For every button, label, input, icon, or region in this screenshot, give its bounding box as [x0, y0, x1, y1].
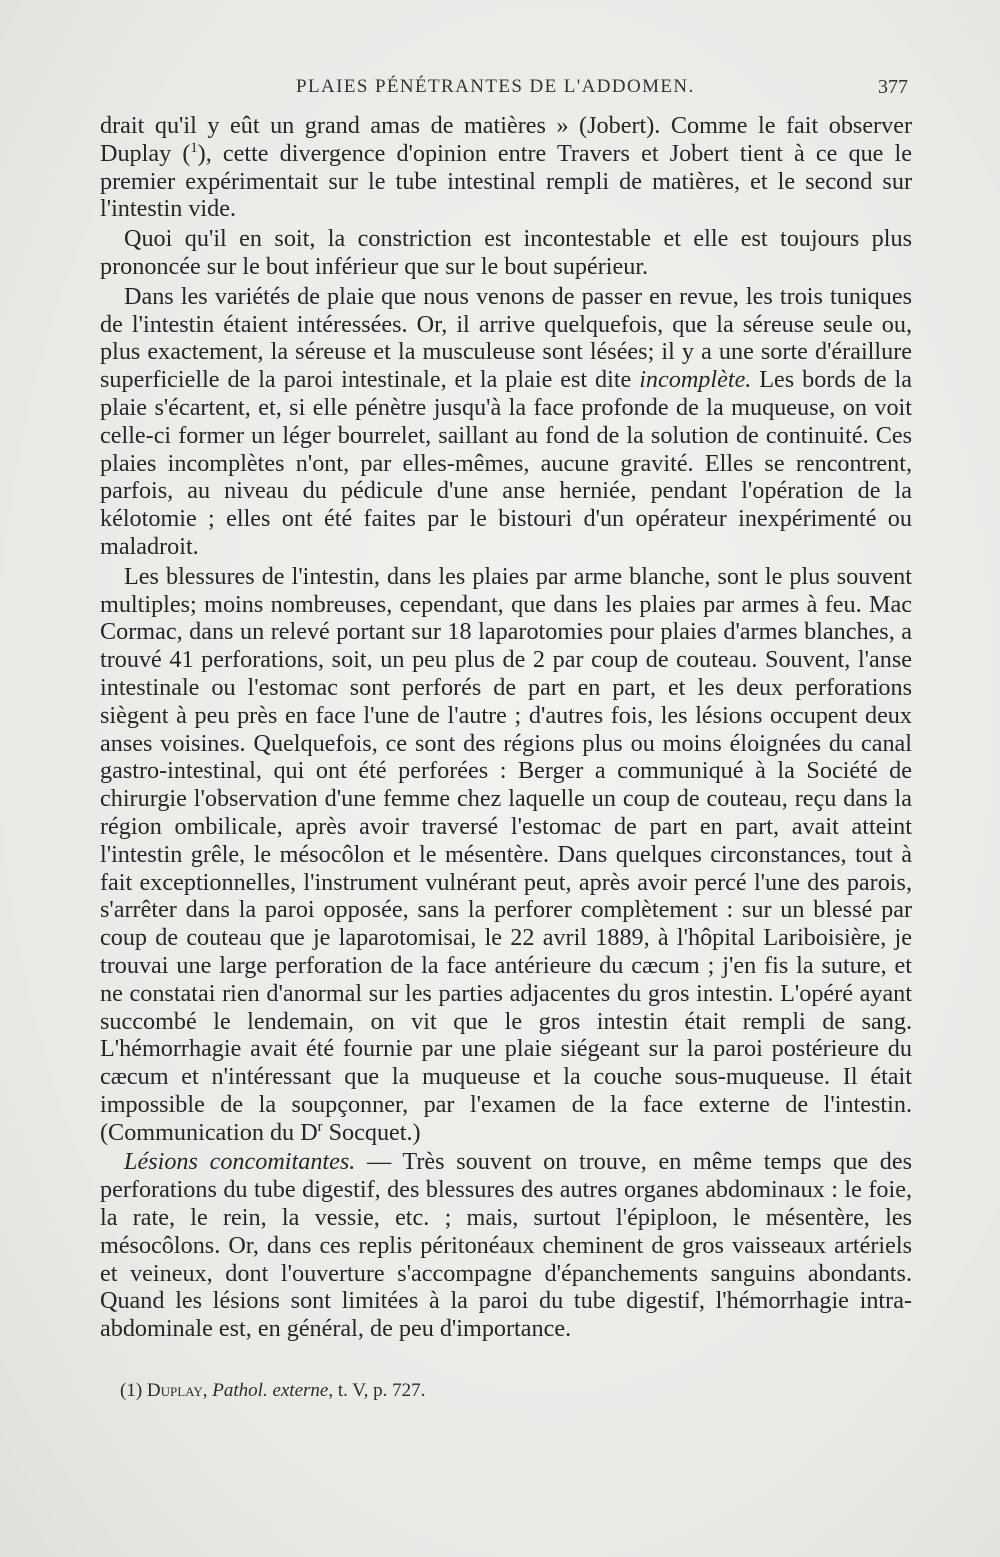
page-number: 377 — [878, 76, 908, 98]
paragraph-4-text-b: Socquet.) — [322, 1118, 421, 1146]
paragraph-1-text-a: drait qu'il y eût un grand amas de matières » (Jobert). Comme le fait observer Duplay ( — [100, 112, 912, 167]
running-title: PLAIES PÉNÉTRANTES DE L'ADDOMEN. — [296, 76, 695, 97]
paragraph-4 — [100, 563, 912, 1147]
footnote-author: Duplay — [146, 1380, 203, 1401]
paragraph-5-italic: Lésions concomitantes. — [124, 1148, 356, 1176]
footnote-ref: 1 — [190, 139, 198, 156]
paragraph-1-text-b: ), cette divergence d'opinion entre Travers et Jobert tient à ce que le premier expérimentait sur le tube intestinal rempli de matières, et le second sur l'intestin vide. — [100, 139, 912, 223]
body-text — [100, 112, 912, 1345]
paragraph-3 — [100, 283, 912, 561]
paragraph-5-text: — Très souvent on trouve, en même temps que des perforations du tube digestif, des blessures des autres organes abdominaux : le foie, la rate, le rein, la vessie, etc. ; mais, surtout l'épiploon, le mésentère, les mésocôlons. Or, dans ces replis péritonéaux cheminent de gros vaisseaux artériels et veineux, dont l'ouverture s'accompagne d'épanchements sanguins abondants. Quand les lésions sont limitées à la paroi du tube digestif, l'hémorrhagie intra-abdominale est, en général, de peu d'importance. — [100, 1148, 912, 1343]
footnote — [120, 1379, 910, 1403]
doctor-abbrev-sup: r — [317, 1118, 323, 1135]
footnote-title: Pathol. externe — [212, 1380, 329, 1401]
paragraph-4-text-a: Les blessures de l'intestin, dans les plaies par arme blanche, sont le plus souvent multiples; moins nombreuses, cependant, que dans les plaies par armes à feu. Mac Cormac, dans un relevé portant sur 18 laparotomies pour plaies d'armes blanches, a trouvé 41 perforations, soit, un peu plus de 2 par coup de couteau. Souvent, l'anse intestinale ou l'estomac sont perforés de part en part, et les deux perforations siègent à peu près en face l'une de l'autre ; d'autres fois, les lésions occupent deux anses voisines. Quelquefois, ce sont des régions plus ou moins éloignées du canal gastro-intestinal, qui ont été perforées : Berger a communiqué à la Société de chirurgie l'observation d'une femme chez laquelle un coup de couteau, reçu dans la région ombilicale, après avoir traversé l'estomac de part en part, avait atteint l'intestin grêle, le mésocôlon et le mésentère. Dans quelques circonstances, tout à fait exceptionnelles, l'instrument vulnérant peut, après avoir percé l'une des parois, s'arrêter dans la paroi opposée, sans la perforer complètement : sur un blessé par coup de couteau que je laparotomisai, le 22 avril 1889, à l'hôpital Lariboisière, je trouvai une large perforation de la face antérieure du cæcum ; j'en fis la suture, et ne constatai rien d'anormal sur les parties adjacentes du gros intestin. L'opéré ayant succombé le lendemain, on vit que le gros intestin était rempli de sang. L'hémorrhagie avait été fournie par une plaie siégeant sur la paroi postérieure du cæcum et n'intéressant que la muqueuse et la couche sous-muqueuse. Il était impossible de la soupçonner, par l'examen de la face externe de l'intestin. (Communication du D — [100, 562, 912, 1146]
paragraph-1 — [100, 112, 912, 223]
footnote-rest: , t. V, p. 727. — [328, 1380, 426, 1401]
footnote-marker: (1) — [120, 1380, 143, 1401]
paragraph-2: Quoi qu'il en soit, la constriction est incontestable et elle est toujours plus prononcée sur le bout inférieur que sur le bout supérieur. — [100, 225, 912, 280]
paragraph-3-text-a: Dans les variétés de plaie que nous venons de passer en revue, les trois tuniques de l'intestin étaient intéressées. Or, il arrive quelquefois, que la séreuse seule ou, plus exactement, la séreuse et la musculeuse sont lésées; il y a une sorte d'éraillure superficielle de la paroi intestinale, et la plaie est dite — [100, 282, 912, 394]
running-head — [100, 76, 912, 106]
paragraph-3-italic: incomplète. — [639, 366, 752, 394]
paragraph-3-text-b: Les bords de la plaie s'écartent, et, si elle pénètre jusqu'à la face profonde de la muqueuse, on voit celle-ci former un léger bourrelet, saillant au fond de la solution de continuité. Ces plaies incomplètes n'ont, par elles-mêmes, aucune gravité. Elles se rencontrent, parfois, au niveau du pédicule d'une anse herniée, pendant l'opération de la kélotomie ; elles ont été faites par le bistouri d'un opérateur inexpérimenté ou maladroit. — [100, 366, 912, 560]
paragraph-5 — [100, 1148, 912, 1343]
footnote-sep: , — [202, 1380, 213, 1401]
